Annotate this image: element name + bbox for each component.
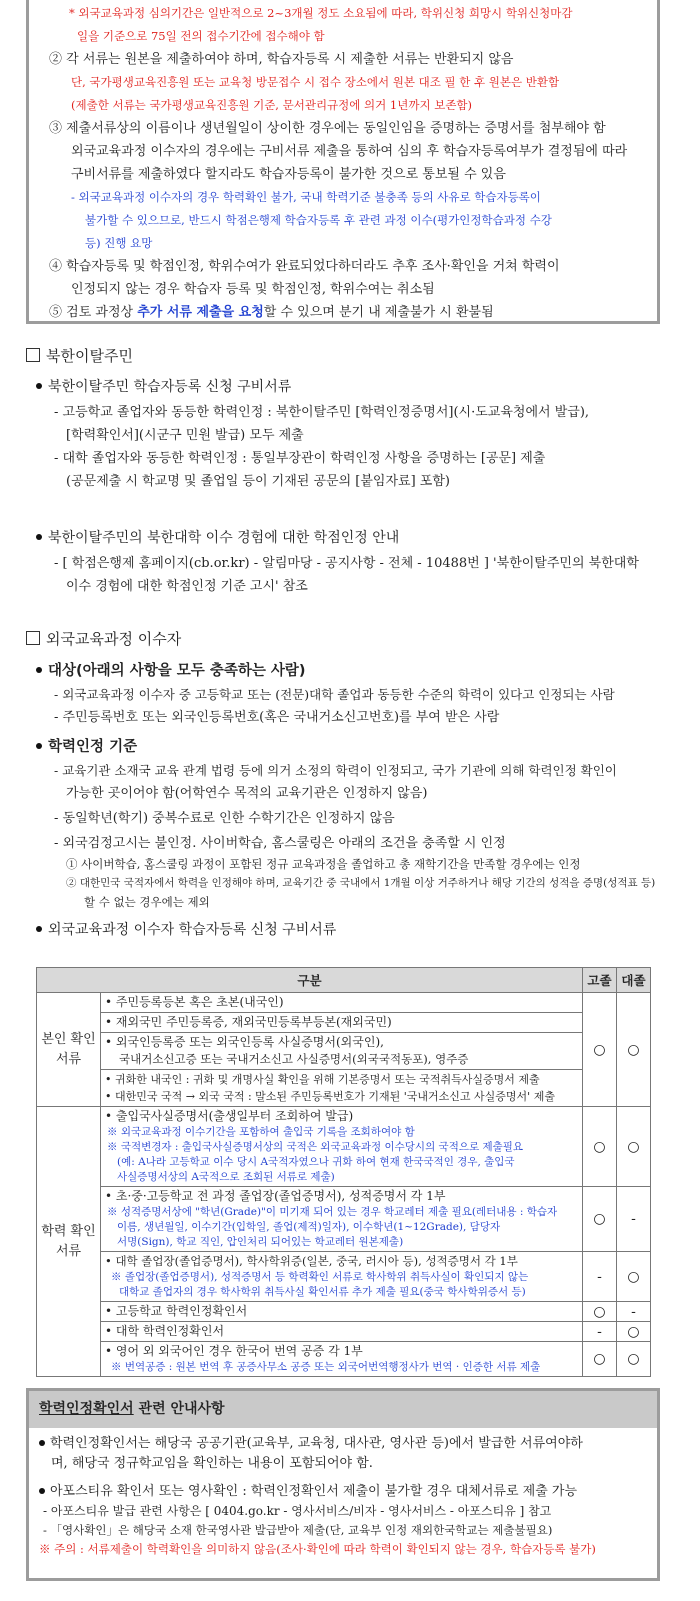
required-documents-table bbox=[36, 967, 651, 1377]
foreign-target-title bbox=[36, 659, 666, 683]
north-bullet-1-text: 북한이탈주민 학습자등록 신청 구비서류 bbox=[48, 379, 292, 395]
edu-item-6 bbox=[101, 1342, 583, 1377]
edu-item-5-text: • 대학 학력인정확인서 bbox=[105, 1324, 225, 1338]
item-3-cont-2: 구비서류를 제출하였다 할지라도 학습자등록이 불가한 것으로 통보될 수 있음 bbox=[71, 167, 506, 182]
edu-6-univ-mark: ○ bbox=[617, 1342, 651, 1377]
edu-item-6-note-1: ※ 번역공증 : 원본 번역 후 공증사무소 공증 또는 외국어번역행정사가 번역 · 인증한 서류 제출 bbox=[111, 1361, 541, 1373]
identity-item-3 bbox=[101, 1033, 583, 1070]
identity-item-1 bbox=[101, 993, 583, 1013]
certificate-notice-header-underlined: 학력인정확인서 bbox=[39, 1401, 134, 1417]
edu-item-1-text: • 출입국사실증명서(출생일부터 조회하여 발급) bbox=[105, 1109, 354, 1123]
north-bullet-2-text: 북한이탈주민의 북한대학 이수 경험에 대한 학점인정 안내 bbox=[48, 530, 400, 546]
notice-bullet-1 bbox=[39, 1434, 649, 1454]
bullet-dot-icon bbox=[36, 383, 42, 389]
table-row bbox=[37, 1302, 651, 1322]
foreign-criteria-d1-cont: 가능한 곳이어야 함(어학연수 목적의 교육기관은 인정하지 않음) bbox=[66, 786, 428, 801]
notice-bullet-1-cont: 며, 해당국 정규학교임을 확인하는 내용이 포함되어야 함. bbox=[51, 1456, 373, 1471]
table-row bbox=[37, 1252, 651, 1302]
item-3-blue-note-cont-2: 등) 진행 요망 bbox=[85, 236, 153, 250]
identity-item-4 bbox=[101, 1070, 583, 1107]
edu-item-2-note-1: ※ 성적증명서상에 "학년(Grade)"이 미기재 되어 있는 경우 학교레터 제출 필요(레터내용 : 학습자 bbox=[107, 1206, 558, 1218]
north-bullet-2 bbox=[36, 526, 666, 550]
identity-item-3-text-cont: 국내거소신고증 또는 국내거소신고 사실증명서(외국국적동포), 영주증 bbox=[119, 1052, 469, 1066]
edu-item-3-note-1: ※ 졸업장(졸업증명서), 성적증명서 등 학력확인 서류로 학사학위 취득사실이 확인되지 않는 bbox=[111, 1271, 529, 1283]
identity-item-4-text-cont: • 대한민국 국적 → 외국 국적 : 말소된 주민등록번호가 기재된 '국내거소신고 사실증명서' 제출 bbox=[105, 1090, 555, 1103]
header-category: 구분 bbox=[37, 968, 583, 993]
item-2-return-note: 단, 국가평생교육진흥원 또는 교육청 방문접수 시 접수 장소에서 원본 대조 필 한 후 원본은 반환함 bbox=[71, 75, 560, 89]
table-row bbox=[37, 1342, 651, 1377]
foreign-block bbox=[36, 659, 666, 942]
notice-warning: ※ 주의 : 서류제출이 학력확인을 의미하지 않음(조사·확인에 따라 학력이 확인되지 않는 경우, 학습자등록 불가) bbox=[39, 1542, 596, 1556]
item-5-emphasis: 추가 서류 제출을 요청 bbox=[137, 305, 264, 320]
edu-3-high-mark: - bbox=[583, 1252, 617, 1302]
foreign-target-d1: - 외국교육과정 이수자 중 고등학교 또는 (전문)대학 졸업과 동등한 수준의 학력이 있다고 인정되는 사람 bbox=[54, 687, 615, 702]
item-3: ③ 제출서류상의 이름이나 생년월일이 상이한 경우에는 동일인임을 증명하는 증명서를 첨부해야 함 bbox=[49, 121, 606, 136]
bullet-dot-icon bbox=[39, 1488, 45, 1494]
certificate-notice-header-rest: 관련 안내사항 bbox=[133, 1401, 225, 1417]
item-3-blue-note-cont-1: 불가할 수 있으므로, 반드시 학점은행제 학습자등록 후 관련 과정 이수(평가인정학습과정 수강 bbox=[85, 213, 552, 227]
foreign-criteria-d1: - 교육기관 소재국 교육 관계 법령 등에 의거 소정의 학력이 인정되고, 국가 기관에 의해 학력인정 확인이 bbox=[54, 763, 617, 778]
section-title-foreign bbox=[26, 628, 181, 649]
foreign-criteria-c1: ① 사이버학습, 홈스쿨링 과정이 포함된 정규 교육과정을 졸업하고 총 재학기간을 만족할 경우에는 인정 bbox=[66, 857, 581, 871]
item-5-post: 할 수 있으며 분기 내 제출불가 시 환불됨 bbox=[263, 305, 494, 320]
header-university: 대졸 bbox=[617, 968, 651, 993]
edu-5-high-mark: - bbox=[583, 1322, 617, 1342]
edu-3-univ-mark: ○ bbox=[617, 1252, 651, 1302]
foreign-docs-title-text: 외국교육과정 이수자 학습자등록 신청 구비서류 bbox=[48, 922, 337, 938]
edu-item-1-note-3: (예: A나라 고등학교 이수 당시 A국적자였으나 귀화 하여 현재 한국국적인 경우, 출입국 bbox=[117, 1156, 515, 1168]
foreign-criteria-title-text: 학력인정 기준 bbox=[48, 739, 138, 755]
table-row bbox=[37, 1013, 651, 1033]
notice-bullet-2-d1: - 아포스티유 발급 관련 사항은 [ 0404.go.kr - 영사서비스/비자 - 영사서비스 - 아포스티유 ] 참고 bbox=[43, 1504, 552, 1518]
table-row bbox=[37, 1107, 651, 1187]
certificate-notice-body bbox=[29, 1428, 657, 1559]
north-dash-1: - 고등학교 졸업자와 동등한 학력인정 : 북한이탈주민 [학력인정증명서](시·도교육청에서 발급), bbox=[54, 405, 590, 420]
section-title-foreign-label: 외국교육과정 이수자 bbox=[46, 630, 182, 648]
notice-bullet-2-text: 아포스티유 확인서 또는 영사확인 : 학력인정확인서 제출이 불가할 경우 대체서류로 제출 가능 bbox=[50, 1484, 578, 1499]
identity-item-1-text: • 주민등록등본 혹은 초본(내국인) bbox=[105, 995, 284, 1009]
north-dash-1-cont: [학력확인서](시군구 민원 발급) 모두 제출 bbox=[66, 428, 304, 443]
edu-item-2-text: • 초·중·고등학교 전 과정 졸업장(졸업증명서), 성적증명서 각 1부 bbox=[105, 1189, 446, 1203]
edu-5-univ-mark: ○ bbox=[617, 1322, 651, 1342]
notice-bullet-1-text: 학력인정확인서는 해당국 공공기관(교육부, 교육청, 대사관, 영사관 등)에서 발급한 서류여야하 bbox=[50, 1436, 583, 1451]
edu-1-univ-mark: ○ bbox=[617, 1107, 651, 1187]
category-education: 학력 확인 서류 bbox=[37, 1107, 101, 1377]
item-4: ④ 학습자등록 및 학점인정, 학위수여가 완료되었다하더라도 추후 조사·확인을 거쳐 학력이 bbox=[49, 259, 560, 274]
north-dash-2: - 대학 졸업자와 동등한 학력인정 : 통일부장관이 학력인정 사항을 증명하는 [공문] 제출 bbox=[54, 451, 546, 466]
bullet-dot-icon bbox=[36, 667, 42, 673]
section-title-north-label: 북한이탈주민 bbox=[46, 347, 133, 365]
item-5-pre: ⑤ 검토 과정상 bbox=[49, 305, 138, 320]
foreign-criteria-title bbox=[36, 735, 666, 759]
item-2: ② 각 서류는 원본을 제출하여야 하며, 학습자등록 시 제출한 서류는 반환되지 않음 bbox=[49, 52, 514, 67]
notice-bullet-2-d2: - 「영사확인」은 해당국 소재 한국영사관 발급받아 제출(단, 교육부 인정 재외한국학교는 제출불필요) bbox=[43, 1523, 553, 1537]
item-3-cont-1: 외국교육과정 이수자의 경우에는 구비서류 제출을 통하여 심의 후 학습자등록여부가 결정됨에 따라 bbox=[71, 144, 628, 159]
edu-item-4-text: • 고등학교 학력인정확인서 bbox=[105, 1304, 248, 1318]
category-identity: 본인 확인 서류 bbox=[37, 993, 101, 1107]
edu-2-high-mark: ○ bbox=[583, 1187, 617, 1252]
identity-item-3-text: • 외국인등록증 또는 외국인등록 사실증명서(외국인), bbox=[105, 1035, 384, 1049]
identity-univ-mark: ○ bbox=[617, 993, 651, 1107]
table-header-row bbox=[37, 968, 651, 993]
foreign-target-title-text: 대상(아래의 사항을 모두 충족하는 사람) bbox=[48, 663, 306, 679]
north-dash-2-cont: (공문제출 시 학교명 및 졸업일 등이 기재된 공문의 [붙임자료] 포함) bbox=[66, 474, 450, 489]
foreign-target-d2: - 주민등록번호 또는 외국인등록번호(혹은 국내거소신고번호)를 부여 받은 사람 bbox=[54, 710, 500, 725]
table-row bbox=[37, 993, 651, 1013]
foreign-docs-title bbox=[36, 918, 666, 942]
foreign-criteria-c2: ② 대한민국 국적자에서 학력을 인정해야 하며, 교육기간 중 국내에서 1개월 이상 거주하거나 해당 기간의 성적을 증명(성적표 등) bbox=[66, 877, 656, 889]
table-row bbox=[37, 1322, 651, 1342]
certificate-notice-header bbox=[29, 1391, 657, 1428]
edu-item-4 bbox=[101, 1302, 583, 1322]
bullet-dot-icon bbox=[36, 926, 42, 932]
edu-item-3-text: • 대학 졸업장(졸업증명서), 학사학위증(일본, 중국, 러시아 등), 성적증명서 각 1부 bbox=[105, 1254, 518, 1268]
table-row bbox=[37, 1070, 651, 1107]
edu-item-2 bbox=[101, 1187, 583, 1252]
section-title-north bbox=[26, 345, 133, 366]
checkbox-square-icon bbox=[26, 348, 40, 362]
edu-item-3-note-2: 대학교 졸업자의 경우 학사학위 취득사실 확인서류 추가 제출 필요(중국 학사학위증서 등) bbox=[119, 1286, 526, 1298]
certificate-notice-box bbox=[26, 1388, 660, 1581]
checkbox-square-icon bbox=[26, 631, 40, 645]
item-5 bbox=[49, 301, 643, 324]
edu-item-3 bbox=[101, 1252, 583, 1302]
north-bullet-1 bbox=[36, 375, 666, 399]
item-3-blue-note: - 외국교육과정 이수자의 경우 학력확인 불가, 국내 학력기준 불충족 등의 사유로 학습자등록이 bbox=[71, 190, 541, 204]
edu-item-1-note-2: ※ 국적변경자 : 출입국사실증명서상의 국적은 외국교육과정 이수당시의 국적으로 제출필요 bbox=[107, 1141, 524, 1153]
item-4-cont: 인정되지 않는 경우 학습자 등록 및 학점인정, 학위수여는 취소됨 bbox=[71, 282, 435, 297]
edu-item-6-text: • 영어 외 외국어인 경우 한국어 번역 공증 각 1부 bbox=[105, 1344, 363, 1358]
bullet-dot-icon bbox=[36, 534, 42, 540]
edu-4-high-mark: ○ bbox=[583, 1302, 617, 1322]
item-2-retention-note: (제출한 서류는 국가평생교육진흥원 기준, 문서관리규정에 의거 1년까지 보존함) bbox=[71, 98, 473, 112]
bullet-dot-icon bbox=[39, 1440, 45, 1446]
foreign-criteria-d2: - 동일학년(학기) 중복수료로 인한 수학기간은 인정하지 않음 bbox=[54, 811, 395, 826]
identity-high-mark: ○ bbox=[583, 993, 617, 1107]
edu-item-1-note-4: 사실증명서상의 A국적으로 조회된 서류로 제출) bbox=[117, 1171, 335, 1183]
north-dash-3: - [ 학점은행제 홈페이지(cb.or.kr) - 알림마당 - 공지사항 - 전체 - 10488번 ] '북한이탈주민의 북한대학 bbox=[54, 556, 639, 571]
table-row bbox=[37, 1187, 651, 1252]
edu-item-1 bbox=[101, 1107, 583, 1187]
header-high-school: 고졸 bbox=[583, 968, 617, 993]
identity-item-4-text: • 귀화한 내국인 : 귀화 및 개명사실 확인을 위해 기본증명서 또는 국적취득사실증명서 제출 bbox=[105, 1073, 540, 1086]
identity-item-2-text: • 재외국민 주민등록증, 재외국민등록부등본(재외국민) bbox=[105, 1015, 392, 1029]
review-period-note-cont: 일을 기준으로 75일 전의 접수기간에 접수해야 함 bbox=[77, 29, 325, 43]
foreign-criteria-c2-cont: 할 수 없는 경우에는 제외 bbox=[84, 895, 210, 909]
bullet-dot-icon bbox=[36, 743, 42, 749]
identity-item-2 bbox=[101, 1013, 583, 1033]
top-notice-box bbox=[26, 0, 660, 324]
edu-1-high-mark: ○ bbox=[583, 1107, 617, 1187]
review-period-note: * 외국교육과정 심의기간은 일반적으로 2~3개월 정도 소요됨에 따라, 학위신청 희망시 학위신청마감 bbox=[69, 6, 573, 20]
north-dash-3-cont: 이수 경험에 대한 학점인정 기준 고시' 참조 bbox=[66, 579, 308, 594]
notice-bullet-2 bbox=[39, 1482, 649, 1502]
edu-item-1-note-1: ※ 외국교육과정 이수기간을 포함하여 출입국 기록을 조회하여야 함 bbox=[107, 1126, 415, 1138]
edu-item-2-note-2: 이름, 생년월일, 이수기간(입학일, 졸업(제적)일자), 이수학년(1~12Grade), 담당자 bbox=[117, 1221, 501, 1233]
north-block bbox=[36, 375, 666, 598]
edu-6-high-mark: ○ bbox=[583, 1342, 617, 1377]
table-row bbox=[37, 1033, 651, 1070]
foreign-criteria-d3: - 외국검정고시는 불인정. 사이버학습, 홈스쿨링은 아래의 조건을 충족할 시 인정 bbox=[54, 836, 506, 851]
edu-item-5 bbox=[101, 1322, 583, 1342]
edu-item-2-note-3: 서명(Sign), 학교 직인, 압인처리 되어있는 학교레터 원본제출) bbox=[117, 1236, 404, 1248]
edu-2-univ-mark: - bbox=[617, 1187, 651, 1252]
edu-4-univ-mark: - bbox=[617, 1302, 651, 1322]
